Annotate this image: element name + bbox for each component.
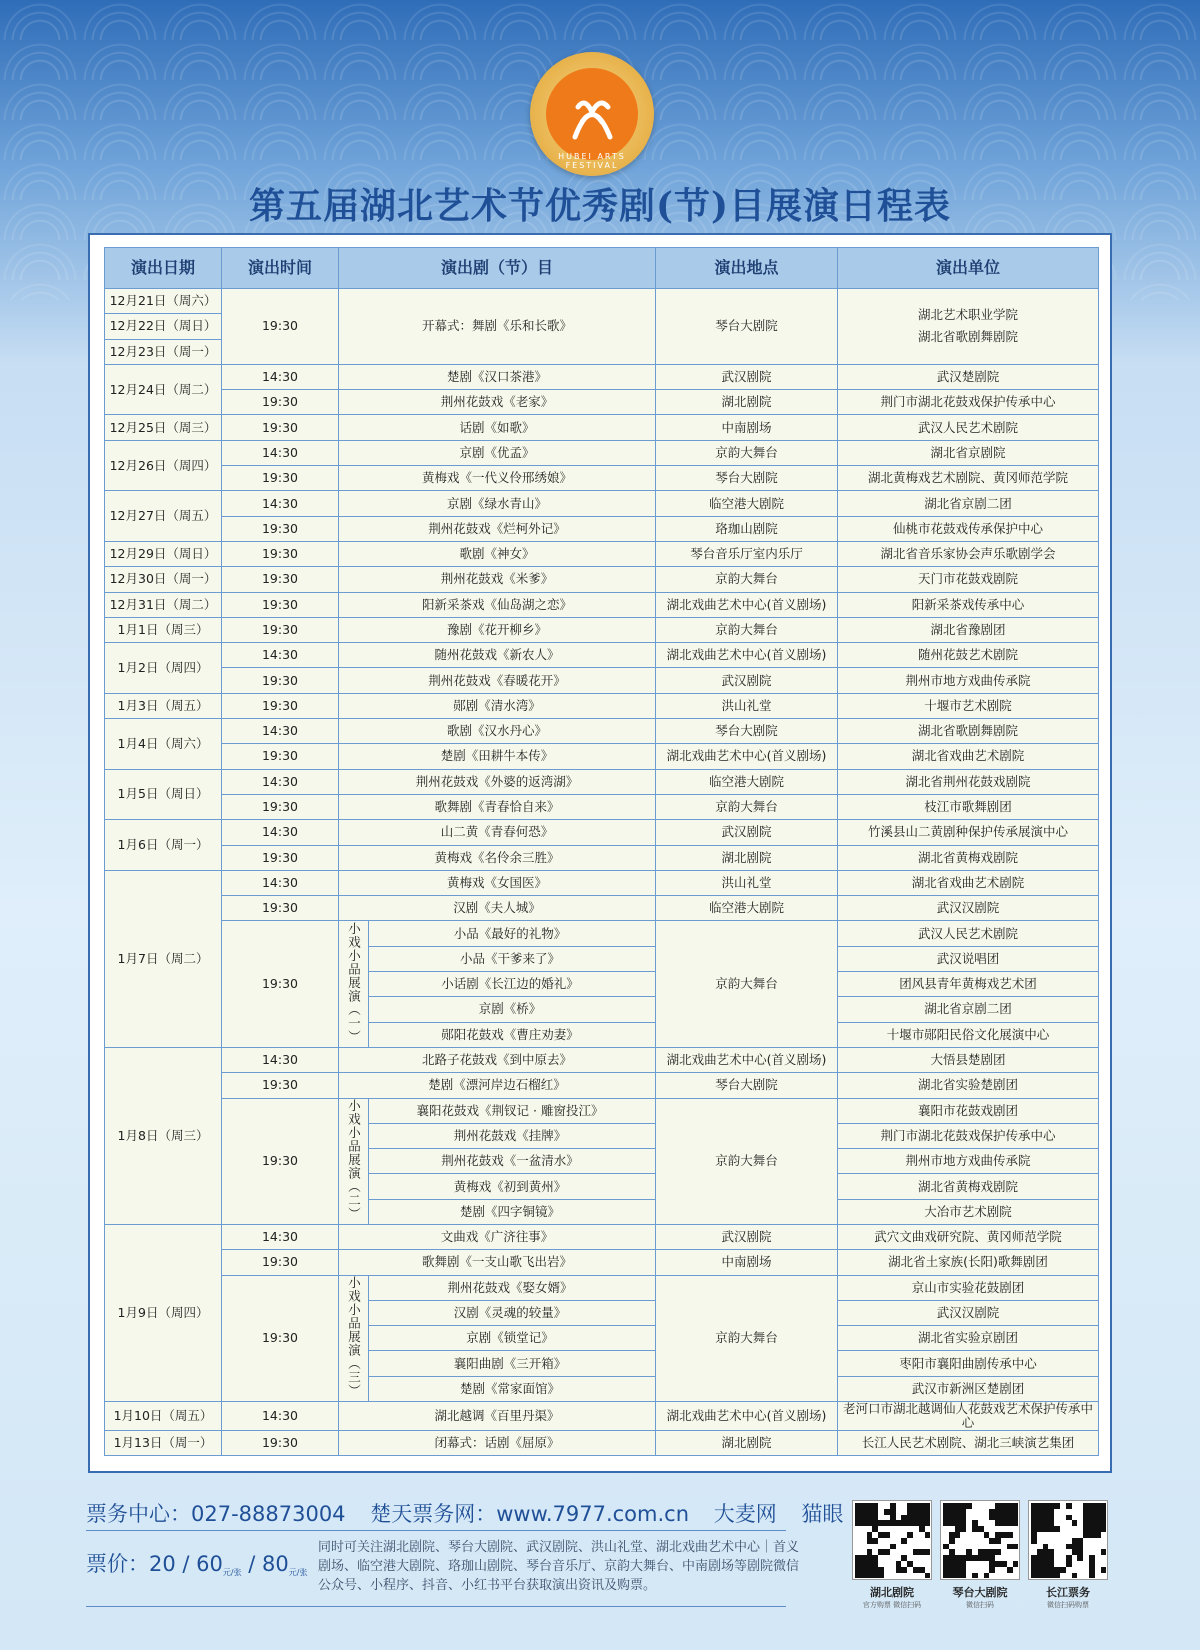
time-cell: 14:30 bbox=[222, 1402, 339, 1431]
showcase-label bbox=[339, 1098, 369, 1224]
time-cell: 14:30 bbox=[222, 820, 339, 845]
date-cell: 12月31日（周二） bbox=[105, 592, 222, 617]
time-cell: 19:30 bbox=[222, 1250, 339, 1275]
venue-cell: 京韵大舞台 bbox=[656, 617, 838, 642]
table-row bbox=[105, 516, 1099, 541]
venue-cell: 洪山礼堂 bbox=[656, 870, 838, 895]
time-cell: 14:30 bbox=[222, 769, 339, 794]
showcase-label-text: 小戏小品展演（二） bbox=[346, 1098, 362, 1221]
unit-cell: 湖北省黄梅戏剧院 bbox=[838, 845, 1099, 870]
time-cell: 19:30 bbox=[222, 516, 339, 541]
program-cell: 郧剧《清水湾》 bbox=[339, 693, 656, 718]
date-cell: 12月25日（周三） bbox=[105, 415, 222, 440]
venue-cell: 琴台大剧院 bbox=[656, 466, 838, 491]
time-cell: 19:30 bbox=[222, 567, 339, 592]
unit-cell: 天门市花鼓戏剧院 bbox=[838, 567, 1099, 592]
page-title: 第五届湖北艺术节优秀剧(节)目展演日程表 bbox=[248, 185, 952, 227]
table-row bbox=[105, 1250, 1099, 1275]
program-cell: 小话剧《长江边的婚礼》 bbox=[369, 972, 656, 997]
venue-cell: 湖北剧院 bbox=[656, 845, 838, 870]
time-cell: 19:30 bbox=[222, 617, 339, 642]
date-cell: 12月27日（周五） bbox=[105, 491, 222, 542]
program-cell: 楚剧《漂河岸边石榴红》 bbox=[339, 1073, 656, 1098]
date-cell: 1月4日（周六） bbox=[105, 719, 222, 770]
date-cell: 12月29日（周日） bbox=[105, 541, 222, 566]
program-cell: 荆州花鼓戏《烂柯外记》 bbox=[339, 516, 656, 541]
time-cell: 14:30 bbox=[222, 643, 339, 668]
logo-ring-text: HUBEI ARTS FESTIVAL bbox=[558, 152, 626, 170]
program-cell: 山二黄《青春何恐》 bbox=[339, 820, 656, 845]
time-cell: 14:30 bbox=[222, 1224, 339, 1249]
program-cell: 黄梅戏《初到黄州》 bbox=[369, 1174, 656, 1199]
unit-cell: 竹溪县山二黄剧种保护传承展演中心 bbox=[838, 820, 1099, 845]
venue-cell: 京韵大舞台 bbox=[656, 794, 838, 819]
header-program: 演出剧（节）目 bbox=[339, 248, 656, 289]
showcase-label bbox=[339, 921, 369, 1047]
program-cell: 襄阳花鼓戏《荆钗记 · 雕窗投江》 bbox=[369, 1098, 656, 1123]
program-cell: 荆州花鼓戏《挂牌》 bbox=[369, 1123, 656, 1148]
table-row bbox=[105, 870, 1099, 895]
unit-cell: 老河口市湖北越调仙人花鼓戏艺术保护传承中心 bbox=[838, 1402, 1099, 1431]
table-row bbox=[105, 820, 1099, 845]
header-time: 演出时间 bbox=[222, 248, 339, 289]
program-cell: 荆州花鼓戏《老家》 bbox=[339, 390, 656, 415]
venue-cell: 洪山礼堂 bbox=[656, 693, 838, 718]
date-cell: 12月26日（周四） bbox=[105, 440, 222, 491]
unit-cell: 湖北省土家族(长阳)歌舞剧团 bbox=[838, 1250, 1099, 1275]
program-cell: 黄梅戏《女国医》 bbox=[339, 870, 656, 895]
date-cell: 1月3日（周五） bbox=[105, 693, 222, 718]
time-cell: 19:30 bbox=[222, 541, 339, 566]
date-cell: 12月23日（周一） bbox=[105, 339, 222, 364]
program-cell: 京剧《绿水青山》 bbox=[339, 491, 656, 516]
unit-cell: 武汉汉剧院 bbox=[838, 1300, 1099, 1325]
date-cell: 1月8日（周三） bbox=[105, 1047, 222, 1224]
table-row bbox=[105, 1431, 1099, 1456]
venue-cell: 中南剧场 bbox=[656, 1250, 838, 1275]
showcase-label-text: 小戏小品展演（一） bbox=[346, 921, 362, 1044]
program-cell: 小品《最好的礼物》 bbox=[369, 921, 656, 946]
table-row bbox=[105, 1047, 1099, 1072]
program-cell: 歌剧《汉水丹心》 bbox=[339, 719, 656, 744]
program-cell: 汉剧《灵魂的较量》 bbox=[369, 1300, 656, 1325]
table-row bbox=[105, 921, 1099, 946]
program-cell: 话剧《如歌》 bbox=[339, 415, 656, 440]
date-cell: 1月5日（周日） bbox=[105, 769, 222, 820]
time-cell: 14:30 bbox=[222, 491, 339, 516]
table-row bbox=[105, 1073, 1099, 1098]
date-cell: 1月13日（周一） bbox=[105, 1431, 222, 1456]
time-cell: 19:30 bbox=[222, 415, 339, 440]
unit-cell: 武汉市新洲区楚剧团 bbox=[838, 1376, 1099, 1401]
time-cell: 19:30 bbox=[222, 744, 339, 769]
venue-cell: 京韵大舞台 bbox=[656, 921, 838, 1047]
venue-cell: 武汉剧院 bbox=[656, 668, 838, 693]
header-unit: 演出单位 bbox=[838, 248, 1099, 289]
unit-cell: 武汉汉剧院 bbox=[838, 896, 1099, 921]
program-cell: 汉剧《夫人城》 bbox=[339, 896, 656, 921]
venue-cell: 临空港大剧院 bbox=[656, 896, 838, 921]
table-row bbox=[105, 1098, 1099, 1123]
table-row bbox=[105, 845, 1099, 870]
unit-cell: 湖北省黄梅戏剧院 bbox=[838, 1174, 1099, 1199]
date-cell: 12月30日（周一） bbox=[105, 567, 222, 592]
purchase-note: 同时可关注湖北剧院、琴台大剧院、武汉剧院、洪山礼堂、湖北戏曲艺术中心｜首义剧场、临空港大剧院、珞珈山剧院、琴台音乐厅、京韵大舞台、中南剧场等剧院微信公众号、小程序、抖音、小红书平台获取演出资讯及购票。 bbox=[318, 1540, 800, 1593]
program-cell: 京剧《锁堂记》 bbox=[369, 1326, 656, 1351]
table-row bbox=[105, 668, 1099, 693]
online-ticketing: 楚天票务网：www.7977.com.cn bbox=[370, 1502, 690, 1526]
date-cell: 1月1日（周三） bbox=[105, 617, 222, 642]
unit-cell: 阳新采茶戏传承中心 bbox=[838, 592, 1099, 617]
venue-cell: 中南剧场 bbox=[656, 415, 838, 440]
table-row bbox=[105, 693, 1099, 718]
unit-cell: 大冶市艺术剧院 bbox=[838, 1199, 1099, 1224]
table-row bbox=[105, 541, 1099, 566]
unit-cell: 湖北省戏曲艺术剧院 bbox=[838, 870, 1099, 895]
venue-cell: 琴台大剧院 bbox=[656, 289, 838, 365]
unit-cell: 湖北省戏曲艺术剧院 bbox=[838, 744, 1099, 769]
time-cell: 19:30 bbox=[222, 1098, 339, 1224]
venue-cell: 琴台大剧院 bbox=[656, 719, 838, 744]
program-cell: 歌剧《神女》 bbox=[339, 541, 656, 566]
qr-code-icon[interactable] bbox=[852, 1500, 932, 1580]
table-row bbox=[105, 617, 1099, 642]
showcase-label bbox=[339, 1275, 369, 1401]
table-row bbox=[105, 567, 1099, 592]
table-row bbox=[105, 1224, 1099, 1249]
program-cell: 豫剧《花开柳乡》 bbox=[339, 617, 656, 642]
venue-cell: 临空港大剧院 bbox=[656, 491, 838, 516]
venue-cell: 琴台大剧院 bbox=[656, 1073, 838, 1098]
program-cell: 黄梅戏《名伶余三胜》 bbox=[339, 845, 656, 870]
unit-cell: 湖北省实验京剧团 bbox=[838, 1326, 1099, 1351]
time-cell: 14:30 bbox=[222, 440, 339, 465]
table-row bbox=[105, 289, 1099, 314]
unit-cell: 荆门市湖北花鼓戏保护传承中心 bbox=[838, 390, 1099, 415]
program-cell: 荆州花鼓戏《春暖花开》 bbox=[339, 668, 656, 693]
time-cell: 19:30 bbox=[222, 794, 339, 819]
venue-cell: 武汉剧院 bbox=[656, 1224, 838, 1249]
qr-code-icon[interactable] bbox=[1028, 1500, 1108, 1580]
unit-cell: 湖北省荆州花鼓戏剧院 bbox=[838, 769, 1099, 794]
unit-line: 湖北艺术职业学院 bbox=[918, 307, 1019, 323]
venue-cell: 京韵大舞台 bbox=[656, 440, 838, 465]
unit-cell: 大悟县楚剧团 bbox=[838, 1047, 1099, 1072]
qr-hubei-theatre[interactable]: 湖北剧院 官方购票 微信扫码 bbox=[852, 1500, 932, 1610]
program-cell: 阳新采茶戏《仙岛湖之恋》 bbox=[339, 592, 656, 617]
platform-maoyan: 猫眼 bbox=[801, 1502, 844, 1526]
unit-cell: 湖北省音乐家协会声乐歌剧学会 bbox=[838, 541, 1099, 566]
divider bbox=[86, 1606, 786, 1607]
table-row bbox=[105, 390, 1099, 415]
venue-cell: 湖北剧院 bbox=[656, 1431, 838, 1456]
venue-cell: 湖北戏曲艺术中心(首义剧场) bbox=[656, 1047, 838, 1072]
table-row bbox=[105, 1402, 1099, 1431]
schedule-panel bbox=[88, 233, 1112, 1473]
venue-cell: 武汉剧院 bbox=[656, 820, 838, 845]
table-row bbox=[105, 364, 1099, 389]
program-cell: 湖北越调《百里丹渠》 bbox=[339, 1402, 656, 1431]
program-cell: 歌舞剧《青春恰自来》 bbox=[339, 794, 656, 819]
schedule-table bbox=[104, 247, 1099, 1456]
venue-cell: 湖北戏曲艺术中心(首义剧场) bbox=[656, 643, 838, 668]
unit-cell: 湖北省京剧院 bbox=[838, 440, 1099, 465]
table-header-row bbox=[105, 248, 1099, 289]
venue-cell: 湖北戏曲艺术中心(首义剧场) bbox=[656, 744, 838, 769]
unit-cell: 长江人民艺术剧院、湖北三峡演艺集团 bbox=[838, 1431, 1099, 1456]
schedule-body bbox=[105, 289, 1099, 1456]
program-cell: 荆州花鼓戏《一盆清水》 bbox=[369, 1149, 656, 1174]
ticket-info bbox=[86, 1498, 861, 1528]
program-cell: 楚剧《常家面馆》 bbox=[369, 1376, 656, 1401]
unit-cell: 荆州市地方戏曲传承院 bbox=[838, 668, 1099, 693]
program-cell: 京剧《桥》 bbox=[369, 997, 656, 1022]
qr-changjiang-tickets[interactable]: 长江票务 微信扫码购票 bbox=[1028, 1500, 1108, 1610]
time-cell: 19:30 bbox=[222, 1431, 339, 1456]
venue-cell: 京韵大舞台 bbox=[656, 567, 838, 592]
time-cell: 19:30 bbox=[222, 1073, 339, 1098]
platform-damai: 大麦网 bbox=[713, 1502, 777, 1526]
unit-cell: 湖北省京剧二团 bbox=[838, 997, 1099, 1022]
unit-cell: 武汉说唱团 bbox=[838, 946, 1099, 971]
unit-cell bbox=[838, 289, 1099, 365]
ticket-center: 票务中心：027-88873004 bbox=[86, 1502, 346, 1526]
unit-cell: 十堰市艺术剧院 bbox=[838, 693, 1099, 718]
unit-cell: 武汉人民艺术剧院 bbox=[838, 921, 1099, 946]
showcase-label-text: 小戏小品展演（三） bbox=[346, 1276, 362, 1398]
table-row bbox=[105, 643, 1099, 668]
time-cell: 19:30 bbox=[222, 668, 339, 693]
venue-cell: 京韵大舞台 bbox=[656, 1098, 838, 1224]
unit-cell: 武穴文曲戏研究院、黄冈师范学院 bbox=[838, 1224, 1099, 1249]
venue-cell: 京韵大舞台 bbox=[656, 1275, 838, 1401]
unit-line: 湖北省歌剧舞剧院 bbox=[918, 329, 1019, 345]
table-row bbox=[105, 744, 1099, 769]
program-cell: 楚剧《田耕牛本传》 bbox=[339, 744, 656, 769]
program-cell: 歌舞剧《一支山歌飞出岩》 bbox=[339, 1250, 656, 1275]
program-cell: 襄阳曲剧《三开箱》 bbox=[369, 1351, 656, 1376]
venue-cell: 湖北戏曲艺术中心(首义剧场) bbox=[656, 1402, 838, 1431]
venue-cell: 琴台音乐厅室内乐厅 bbox=[656, 541, 838, 566]
unit-cell: 枣阳市襄阳曲剧传承中心 bbox=[838, 1351, 1099, 1376]
time-cell: 19:30 bbox=[222, 390, 339, 415]
time-cell: 19:30 bbox=[222, 466, 339, 491]
unit-cell: 湖北省歌剧舞剧院 bbox=[838, 719, 1099, 744]
time-cell: 19:30 bbox=[222, 845, 339, 870]
time-cell: 14:30 bbox=[222, 719, 339, 744]
table-row bbox=[105, 440, 1099, 465]
program-cell: 荆州花鼓戏《娶女婿》 bbox=[369, 1275, 656, 1300]
table-row bbox=[105, 794, 1099, 819]
table-row bbox=[105, 719, 1099, 744]
venue-cell: 武汉剧院 bbox=[656, 364, 838, 389]
program-cell: 楚剧《四字铜镜》 bbox=[369, 1199, 656, 1224]
date-cell: 1月9日（周四） bbox=[105, 1224, 222, 1401]
date-cell: 12月21日（周六） bbox=[105, 289, 222, 314]
qr-code-icon[interactable] bbox=[940, 1500, 1020, 1580]
unit-cell: 湖北省豫剧团 bbox=[838, 617, 1099, 642]
program-cell: 北路子花鼓戏《到中原去》 bbox=[339, 1047, 656, 1072]
date-cell: 12月24日（周二） bbox=[105, 364, 222, 415]
unit-cell: 湖北黄梅戏艺术剧院、黄冈师范学院 bbox=[838, 466, 1099, 491]
unit-cell: 枝江市歌舞剧团 bbox=[838, 794, 1099, 819]
table-row bbox=[105, 415, 1099, 440]
program-cell: 黄梅戏《一代义伶邢绣娘》 bbox=[339, 466, 656, 491]
date-cell: 1月10日（周五） bbox=[105, 1402, 222, 1431]
unit-cell: 湖北省实验楚剧团 bbox=[838, 1073, 1099, 1098]
unit-cell: 湖北省京剧二团 bbox=[838, 491, 1099, 516]
table-row bbox=[105, 466, 1099, 491]
program-cell: 楚剧《汉口茶港》 bbox=[339, 364, 656, 389]
table-row bbox=[105, 769, 1099, 794]
program-cell: 文曲戏《广济往事》 bbox=[339, 1224, 656, 1249]
program-cell: 荆州花鼓戏《外婆的返湾湖》 bbox=[339, 769, 656, 794]
program-cell: 开幕式：舞剧《乐和长歌》 bbox=[339, 289, 656, 365]
program-cell: 闭幕式：话剧《屈原》 bbox=[339, 1431, 656, 1456]
time-cell: 14:30 bbox=[222, 870, 339, 895]
venue-cell: 临空港大剧院 bbox=[656, 769, 838, 794]
time-cell: 19:30 bbox=[222, 289, 339, 365]
unit-cell: 随州花鼓艺术剧院 bbox=[838, 643, 1099, 668]
unit-cell: 武汉人民艺术剧院 bbox=[838, 415, 1099, 440]
time-cell: 19:30 bbox=[222, 896, 339, 921]
venue-cell: 湖北戏曲艺术中心(首义剧场) bbox=[656, 592, 838, 617]
festival-logo bbox=[530, 52, 654, 176]
unit-cell: 荆州市地方戏曲传承院 bbox=[838, 1149, 1099, 1174]
unit-cell: 十堰市郧阳民俗文化展演中心 bbox=[838, 1022, 1099, 1047]
table-row bbox=[105, 592, 1099, 617]
date-cell: 12月22日（周日） bbox=[105, 314, 222, 339]
time-cell: 19:30 bbox=[222, 1275, 339, 1401]
time-cell: 19:30 bbox=[222, 921, 339, 1047]
time-cell: 14:30 bbox=[222, 364, 339, 389]
table-row bbox=[105, 896, 1099, 921]
time-cell: 19:30 bbox=[222, 693, 339, 718]
unit-cell: 武汉楚剧院 bbox=[838, 364, 1099, 389]
header-date: 演出日期 bbox=[105, 248, 222, 289]
program-cell: 郧阳花鼓戏《曹庄劝妻》 bbox=[369, 1022, 656, 1047]
header-venue: 演出地点 bbox=[656, 248, 838, 289]
unit-cell: 仙桃市花鼓戏传承保护中心 bbox=[838, 516, 1099, 541]
unit-cell: 襄阳市花鼓戏剧团 bbox=[838, 1098, 1099, 1123]
date-cell: 1月2日（周四） bbox=[105, 643, 222, 694]
table-row bbox=[105, 491, 1099, 516]
venue-cell: 珞珈山剧院 bbox=[656, 516, 838, 541]
qr-qintai-theatre[interactable]: 琴台大剧院 微信扫码 bbox=[940, 1500, 1020, 1610]
unit-cell: 京山市实验花鼓剧团 bbox=[838, 1275, 1099, 1300]
date-cell: 1月7日（周二） bbox=[105, 870, 222, 1047]
program-cell: 京剧《优孟》 bbox=[339, 440, 656, 465]
program-cell: 随州花鼓戏《新农人》 bbox=[339, 643, 656, 668]
divider bbox=[86, 1530, 786, 1531]
unit-cell: 团风县青年黄梅戏艺术团 bbox=[838, 972, 1099, 997]
time-cell: 14:30 bbox=[222, 1047, 339, 1072]
program-cell: 小品《干爹来了》 bbox=[369, 946, 656, 971]
venue-cell: 湖北剧院 bbox=[656, 390, 838, 415]
unit-cell: 荆门市湖北花鼓戏保护传承中心 bbox=[838, 1123, 1099, 1148]
date-cell: 1月6日（周一） bbox=[105, 820, 222, 871]
table-row bbox=[105, 1275, 1099, 1300]
program-cell: 荆州花鼓戏《米爹》 bbox=[339, 567, 656, 592]
price-info: 票价：20 / 60元/张 / 80元/张 bbox=[86, 1552, 308, 1577]
time-cell: 19:30 bbox=[222, 592, 339, 617]
